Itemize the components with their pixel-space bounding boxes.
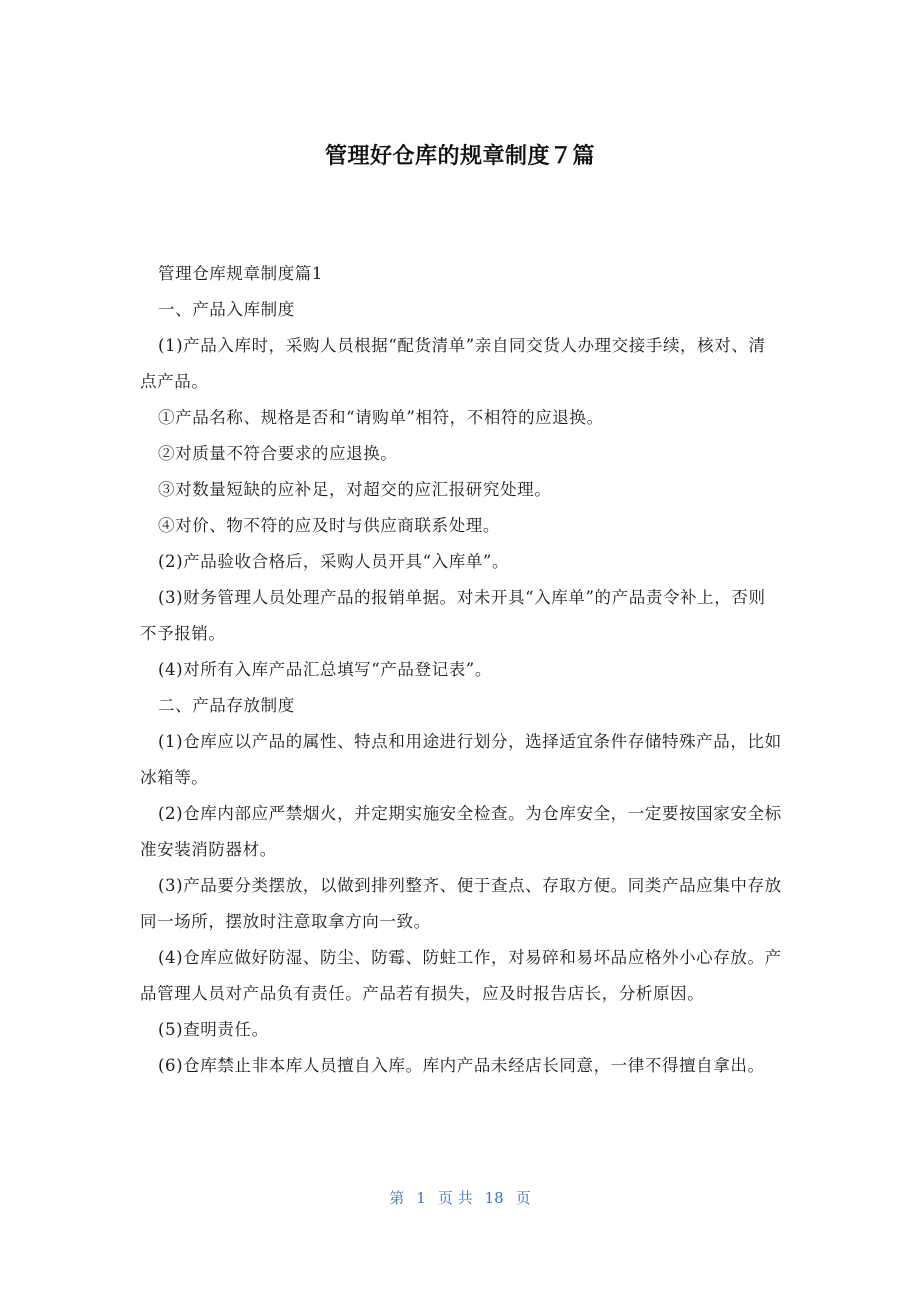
page-number-footer (0, 1186, 920, 1210)
paragraph: (3)产品要分类摆放，以做到排列整齐、便于查点、存取方便。同类产品应集中存放同一场所，摆放时注意取拿方向一致。 (140, 876, 782, 931)
paragraph: (1)产品入库时，采购人员根据“配货清单”亲自同交货人办理交接手续，核对、清点产品。 (140, 336, 766, 391)
paragraph: (5)查明责任。 (158, 1020, 269, 1039)
paragraph: (2)产品验收合格后，采购人员开具“入库单”。 (158, 552, 510, 571)
footer-middle: 页 共 (437, 1189, 473, 1207)
footer-suffix: 页 (515, 1189, 531, 1207)
paragraph: ①产品名称、规格是否和“请购单”相符，不相符的应退换。 (158, 408, 604, 427)
paragraph: ③对数量短缺的应补足，对超交的应汇报研究处理。 (158, 480, 552, 499)
paragraph: ②对质量不符合要求的应退换。 (158, 444, 398, 463)
paragraph: (1)仓库应以产品的属性、特点和用途进行划分，选择适宜条件存储特殊产品，比如冰箱等。 (140, 732, 782, 787)
paragraph: (6)仓库禁止非本库人员擅自入库。库内产品未经店长同意，一律不得擅自拿出。 (158, 1056, 765, 1075)
paragraph: (4)对所有入库产品汇总填写“产品登记表”。 (158, 660, 492, 679)
paragraph: (2)仓库内部应严禁烟火，并定期实施安全检查。为仓库安全，一定要按国家安全标准安装消防器材。 (140, 804, 782, 859)
total-page-count: 18 (484, 1189, 504, 1207)
paragraph: ④对价、物不符的应及时与供应商联系处理。 (158, 516, 500, 535)
paragraph: (3)财务管理人员处理产品的报销单据。对未开具“入库单”的产品责令补上，否则不予报销。 (140, 588, 766, 643)
footer-prefix: 第 (389, 1189, 405, 1207)
paragraph: (4)仓库应做好防湿、防尘、防霉、防蛀工作，对易碎和易坏品应格外小心存放。产品管理人员对产品负有责任。产品若有损失，应及时报告店长，分析原因。 (140, 948, 782, 1003)
current-page-number: 1 (416, 1189, 426, 1207)
subsection-heading: 二、产品存放制度 (158, 696, 295, 715)
section-heading: 管理仓库规章制度篇1 (158, 264, 323, 283)
document-title: 管理好仓库的规章制度７篇 (324, 144, 595, 169)
document-body (140, 256, 782, 1084)
subsection-heading: 一、产品入库制度 (158, 300, 295, 319)
